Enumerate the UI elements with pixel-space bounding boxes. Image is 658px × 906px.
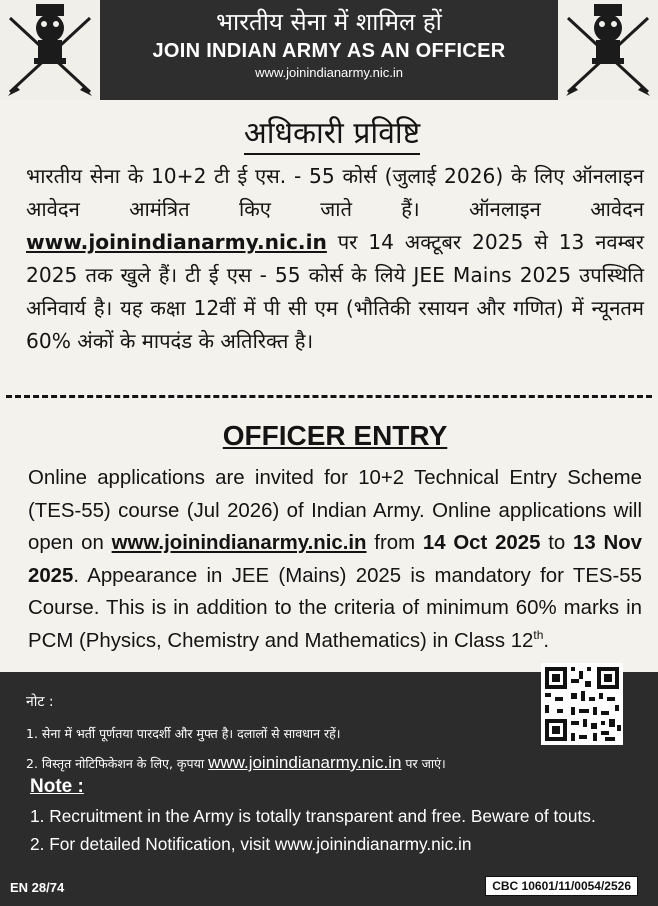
- note-hindi-item-1: 1. सेना में भर्ती पूर्णतया पारदर्शी और मुफ्त है। दलालों से सावधान रहें।: [26, 726, 341, 741]
- dashed-divider: [6, 395, 652, 398]
- army-emblem-right: [558, 0, 658, 100]
- note-hindi-url[interactable]: www.joinindianarmy.nic.in: [208, 753, 402, 772]
- qr-code-icon[interactable]: [541, 663, 623, 745]
- date-from: 14 Oct 2025: [422, 532, 541, 554]
- english-paragraph: Online applications are invited for 10+2 Technical Entry Scheme (TES-55) course (Jul 2026) of Indian Army. Online applications will open on www.joinindianarmy.nic.in from 14 Oct 2025 to 13 Nov 2025. Appearance in JEE (Mains) 2025 is mandatory for TES-55 Course. This is in addition to the criteria of minimum 60% marks in PCM (Physics, Chemistry and Mathematics) in Class 12th.: [28, 467, 642, 652]
- header-title: JOIN INDIAN ARMY AS AN OFFICER: [152, 40, 506, 62]
- note-hindi-item-2: 2. विस्तृत नोटिफिकेशन के लिए, कृपया www.joinindianarmy.nic.in पर जाएं।: [26, 753, 446, 772]
- note-english-item-1: 1. Recruitment in the Army is totally transparent and free. Beware of touts.: [30, 806, 596, 826]
- english-link[interactable]: www.joinindianarmy.nic.in: [111, 532, 367, 554]
- en-code: EN 28/74: [10, 880, 65, 895]
- header-url[interactable]: www.joinindianarmy.nic.in: [255, 65, 403, 80]
- hindi-section: [20, 104, 644, 358]
- hindi-heading: अधिकारी प्रविष्टि: [20, 112, 644, 156]
- note-hindi-label: नोट :: [26, 694, 54, 710]
- army-emblem-left: [0, 0, 100, 100]
- note-english-label: Note :: [30, 776, 84, 797]
- english-section: [28, 416, 642, 657]
- header-hindi-title: भारतीय सेना में शामिल हों: [216, 8, 442, 36]
- header-band: [0, 0, 658, 100]
- note-english-item-2: 2. For detailed Notification, visit www.joinindianarmy.nic.in: [30, 834, 472, 854]
- army-emblem-icon: [558, 0, 658, 100]
- hindi-paragraph: भारतीय सेना के 10+2 टी ई एस. - 55 कोर्स (जुलाई 2026) के लिए ऑनलाइन आवेदन आमंत्रित किए जाते हैं। ऑनलाइन आवेदन www.joinindianarmy.nic.in पर 14 अक्टूबर 2025 से 13 नवम्बर 2025 तक खुले हैं। टी ई एस - 55 कोर्स के लिये JEE Mains 2025 उपस्थिति अनिवार्य है। यह कक्षा 12वीं में पी सी एम (भौतिकी रसायन और गणित) में न्यूनतम 60% अंकों के मापदंड के अतिरिक्त है।: [26, 164, 644, 353]
- date-to: 13 Nov 2025: [28, 532, 642, 587]
- army-emblem-icon: [0, 0, 100, 100]
- hindi-link[interactable]: www.joinindianarmy.nic.in: [26, 230, 327, 254]
- english-heading: OFFICER ENTRY: [222, 420, 448, 451]
- header-title-block: [110, 6, 548, 82]
- cbc-code: CBC 10601/11/0054/2526: [485, 876, 638, 896]
